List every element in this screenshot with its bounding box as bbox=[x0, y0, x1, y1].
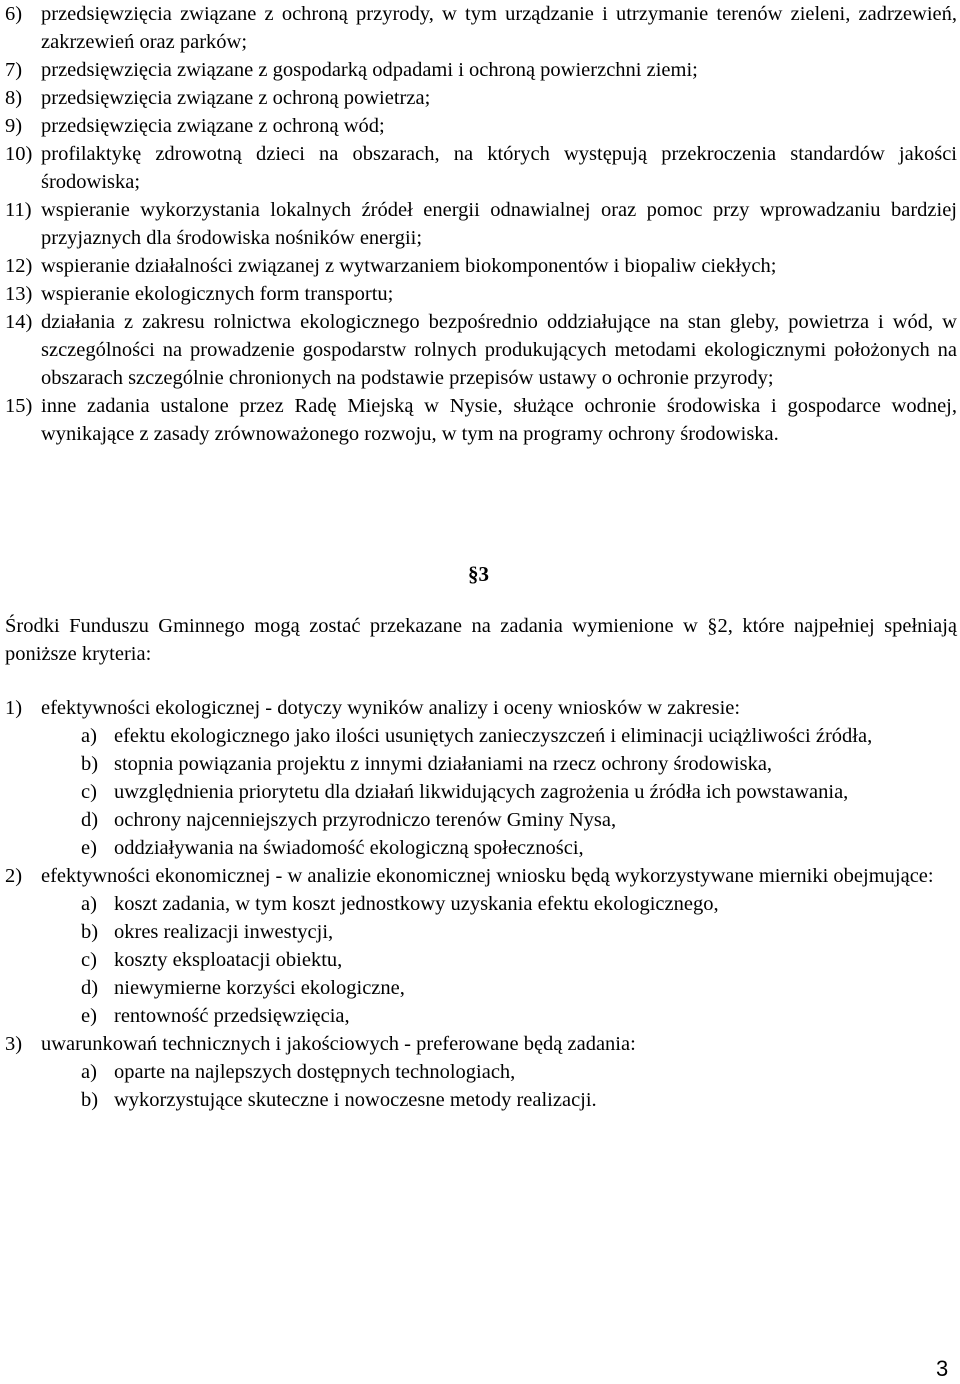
item-number: 13) bbox=[5, 283, 33, 305]
item-text: przedsięwzięcia związane z ochroną przyrody, w tym urządzanie i utrzymanie terenów zieleni, zadrzewień, zakrzewień oraz parków; bbox=[41, 3, 957, 53]
sub-text: rentowność przedsięwzięcia, bbox=[114, 1005, 350, 1027]
list-item bbox=[5, 308, 957, 392]
sub-item bbox=[41, 722, 957, 750]
sub-item bbox=[41, 1086, 957, 1114]
item-number: 15) bbox=[5, 395, 33, 417]
sub-item bbox=[41, 974, 957, 1002]
criteria-number: 1) bbox=[5, 697, 23, 719]
sub-text: efektu ekologicznego jako ilości usuniętych zanieczyszczeń i eliminacji uciążliwości źródła, bbox=[114, 725, 873, 747]
sub-letter: d) bbox=[81, 809, 99, 831]
sub-text: oddziaływania na świadomość ekologiczną społeczności, bbox=[114, 837, 584, 859]
criteria-number: 3) bbox=[5, 1033, 23, 1055]
list-item bbox=[5, 140, 957, 196]
sub-letter: e) bbox=[81, 837, 97, 859]
sub-item bbox=[41, 946, 957, 974]
sub-letter: b) bbox=[81, 753, 99, 775]
list-item bbox=[5, 196, 957, 252]
task-list bbox=[5, 0, 957, 448]
item-text: inne zadania ustalone przez Radę Miejską w Nysie, służące ochronie środowiska i gospodarce wodnej, wynikające z zasady zrównoważonego rozwoju, w tym na programy ochrony środowiska. bbox=[41, 395, 957, 445]
criteria-text: efektywności ekologicznej - dotyczy wyników analizy i oceny wniosków w zakresie: bbox=[41, 697, 741, 719]
criteria-item bbox=[5, 1030, 957, 1114]
sub-text: niewymierne korzyści ekologiczne, bbox=[114, 977, 405, 999]
page-number: 3 bbox=[936, 1356, 949, 1381]
sub-item bbox=[41, 750, 957, 778]
item-number: 6) bbox=[5, 3, 23, 25]
criteria-number: 2) bbox=[5, 865, 23, 887]
criteria-item bbox=[5, 694, 957, 862]
item-text: przedsięwzięcia związane z ochroną powietrza; bbox=[41, 87, 431, 109]
section-heading: §3 bbox=[468, 562, 489, 586]
item-text: wspieranie ekologicznych form transportu; bbox=[41, 283, 394, 305]
sub-text: koszty eksploatacji obiektu, bbox=[114, 949, 343, 971]
list-item bbox=[5, 56, 957, 84]
criteria-list bbox=[5, 694, 957, 1114]
item-number: 11) bbox=[5, 199, 32, 221]
item-text: działania z zakresu rolnictwa ekologicznego bezpośrednio oddziałujące na stan gleby, powietrza i wód, w szczególności na prowadzenie gospodarstw rolnych produkujących metodami ekologicznymi położonych na obszarach szczególnie chronionych na podstawie przepisów ustawy o ochronie przyrody; bbox=[41, 311, 957, 389]
list-item bbox=[5, 392, 957, 448]
sub-letter: b) bbox=[81, 921, 99, 943]
item-number: 7) bbox=[5, 59, 23, 81]
item-text: profilaktykę zdrowotną dzieci na obszarach, na których występują przekroczenia standardów jakości środowiska; bbox=[41, 143, 957, 193]
sub-item bbox=[41, 918, 957, 946]
item-text: wspieranie działalności związanej z wytwarzaniem biokomponentów i biopaliw ciekłych; bbox=[41, 255, 777, 277]
sub-letter: c) bbox=[81, 949, 97, 971]
item-number: 8) bbox=[5, 87, 23, 109]
sub-letter: a) bbox=[81, 893, 97, 915]
list-item bbox=[5, 252, 957, 280]
sub-letter: b) bbox=[81, 1089, 99, 1111]
sub-item bbox=[41, 806, 957, 834]
sub-text: koszt zadania, w tym koszt jednostkowy uzyskania efektu ekologicznego, bbox=[114, 893, 719, 915]
item-number: 14) bbox=[5, 311, 33, 333]
list-item bbox=[5, 112, 957, 140]
sub-letter: a) bbox=[81, 725, 97, 747]
sub-item bbox=[41, 890, 957, 918]
sub-text: oparte na najlepszych dostępnych technologiach, bbox=[114, 1061, 516, 1083]
item-number: 10) bbox=[5, 143, 33, 165]
sub-letter: e) bbox=[81, 1005, 97, 1027]
sub-item bbox=[41, 1058, 957, 1086]
criteria-text: uwarunkowań technicznych i jakościowych - preferowane będą zadania: bbox=[41, 1033, 636, 1055]
item-number: 9) bbox=[5, 115, 23, 137]
item-text: przedsięwzięcia związane z ochroną wód; bbox=[41, 115, 385, 137]
sub-text: wykorzystujące skuteczne i nowoczesne metody realizacji. bbox=[114, 1089, 597, 1111]
sub-item bbox=[41, 1002, 957, 1030]
sub-letter: d) bbox=[81, 977, 99, 999]
list-item bbox=[5, 280, 957, 308]
item-text: wspieranie wykorzystania lokalnych źródeł energii odnawialnej oraz pomoc przy wprowadzaniu bardziej przyjaznych dla środowiska nośników energii; bbox=[41, 199, 957, 249]
criteria-item bbox=[5, 862, 957, 1030]
sub-item bbox=[41, 778, 957, 806]
list-item bbox=[5, 84, 957, 112]
sub-list bbox=[41, 722, 957, 862]
sub-item bbox=[41, 834, 957, 862]
item-number: 12) bbox=[5, 255, 33, 277]
sub-text: ochrony najcenniejszych przyrodniczo terenów Gminy Nysa, bbox=[114, 809, 617, 831]
intro-paragraph: Środki Funduszu Gminnego mogą zostać przekazane na zadania wymienione w §2, które najpełniej spełniają poniższe kryteria: bbox=[5, 615, 957, 665]
sub-letter: a) bbox=[81, 1061, 97, 1083]
criteria-text: efektywności ekonomicznej - w analizie ekonomicznej wniosku będą wykorzystywane mierniki obejmujące: bbox=[41, 865, 934, 887]
sub-text: uwzględnienia priorytetu dla działań likwidujących zagrożenia u źródła ich powstawania, bbox=[114, 781, 849, 803]
sub-text: okres realizacji inwestycji, bbox=[114, 921, 334, 943]
sub-letter: c) bbox=[81, 781, 97, 803]
sub-list bbox=[41, 1058, 957, 1114]
list-item bbox=[5, 0, 957, 56]
sub-text: stopnia powiązania projektu z innymi działaniami na rzecz ochrony środowiska, bbox=[114, 753, 773, 775]
sub-list bbox=[41, 890, 957, 1030]
item-text: przedsięwzięcia związane z gospodarką odpadami i ochroną powierzchni ziemi; bbox=[41, 59, 698, 81]
